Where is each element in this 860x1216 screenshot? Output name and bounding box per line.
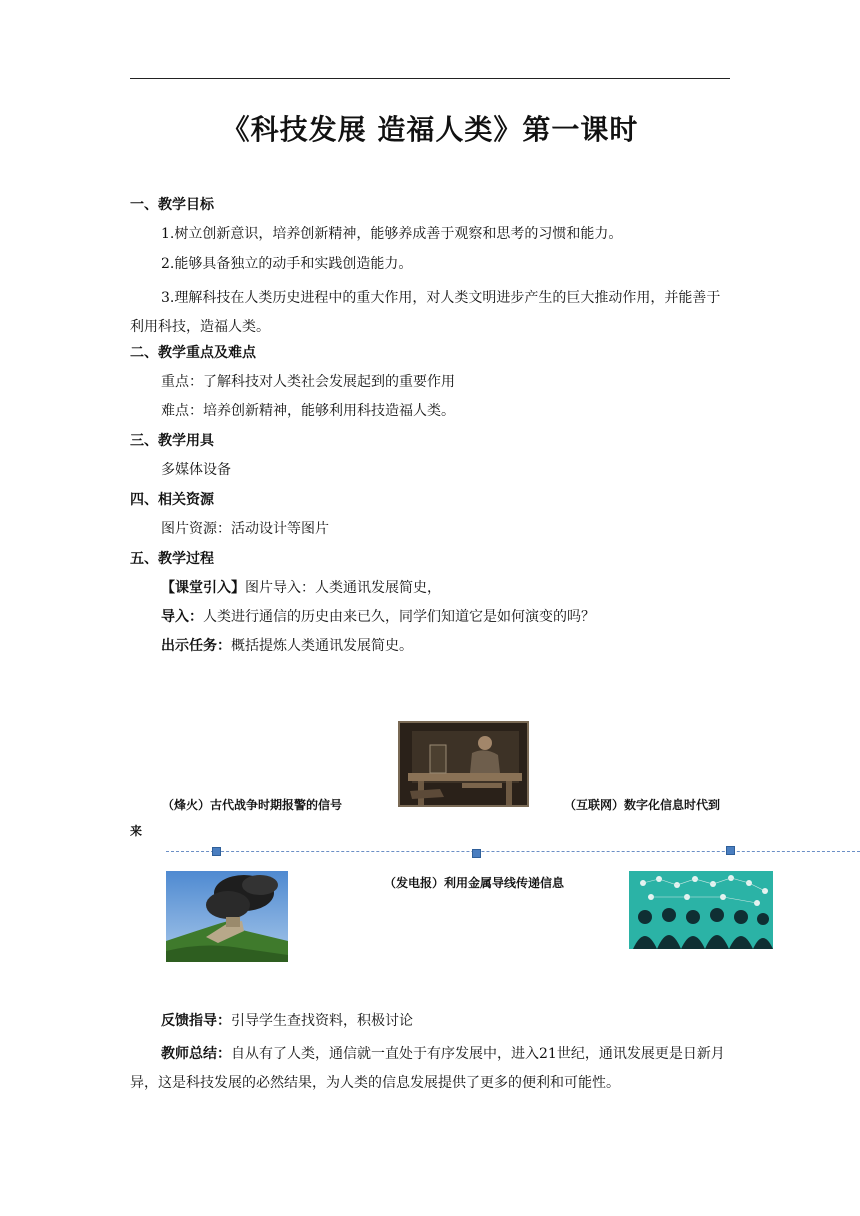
summary-paragraph (130, 1040, 730, 1098)
section-heading-process: 五、教学过程 (130, 551, 214, 567)
objective-item: 1.树立创新意识，培养创新精神，能够养成善于观察和思考的习惯和能力。 (161, 226, 623, 242)
section-heading-objectives: 一、教学目标 (130, 197, 214, 213)
objective-item: 2.能够具备独立的动手和实践创造能力。 (161, 256, 413, 272)
page-title: 《科技发展 造福人类》第一课时 (221, 113, 639, 146)
caption-telegraph: （发电报）利用金属导线传递信息 (384, 876, 565, 890)
beacon-fire-image (166, 871, 288, 962)
caption-internet: （互联网）数字化信息时代到 (564, 798, 721, 812)
header-rule (130, 78, 730, 79)
telegraph-image (398, 721, 529, 807)
task-text: 概括提炼人类通讯发展简史。 (231, 638, 413, 654)
caption-fire: （烽火）古代战争时期报警的信号 (162, 798, 343, 812)
task-label: 出示任务： (161, 638, 231, 654)
keypoint-item: 难点：培养创新精神，能够利用科技造福人类。 (161, 403, 455, 419)
objective-item: 3.理解科技在人类历史进程中的重大作用，对人类文明进步产生的巨大推动作用，并能善于利用科技，造福人类。 (130, 290, 721, 335)
timeline-line (166, 851, 860, 852)
intro-label: 【课堂引入】 (161, 580, 245, 596)
lead-line (161, 607, 730, 627)
lead-text: 人类进行通信的历史由来已久，同学们知道它是如何演变的吗？ (203, 609, 595, 625)
caption-internet-cont: 来 (130, 824, 143, 838)
feedback-line (161, 1011, 730, 1031)
intro-text: 图片导入：人类通讯发展简史， (245, 580, 441, 596)
lead-label: 导入： (161, 609, 203, 625)
intro-line (161, 578, 730, 598)
internet-image (629, 871, 773, 949)
section-heading-resources: 四、相关资源 (130, 492, 214, 508)
summary-text: 自从有了人类，通信就一直处于有序发展中，进入21世纪，通讯发展更是日新月异，这是科技发展的必然结果，为人类的信息发展提供了更多的便利和可能性。 (130, 1046, 725, 1091)
timeline-node (726, 846, 735, 855)
timeline-node (212, 847, 221, 856)
section-heading-tools: 三、教学用具 (130, 433, 214, 449)
feedback-label: 反馈指导： (161, 1013, 231, 1029)
section-heading-keypoints: 二、教学重点及难点 (130, 345, 256, 361)
summary-label: 教师总结： (161, 1046, 231, 1062)
task-line (161, 636, 730, 656)
resource-item: 图片资源：活动设计等图片 (161, 521, 329, 537)
timeline-node (472, 849, 481, 858)
tool-item: 多媒体设备 (161, 462, 231, 478)
feedback-text: 引导学生查找资料，积极讨论 (231, 1013, 413, 1029)
keypoint-item: 重点：了解科技对人类社会发展起到的重要作用 (161, 374, 455, 390)
